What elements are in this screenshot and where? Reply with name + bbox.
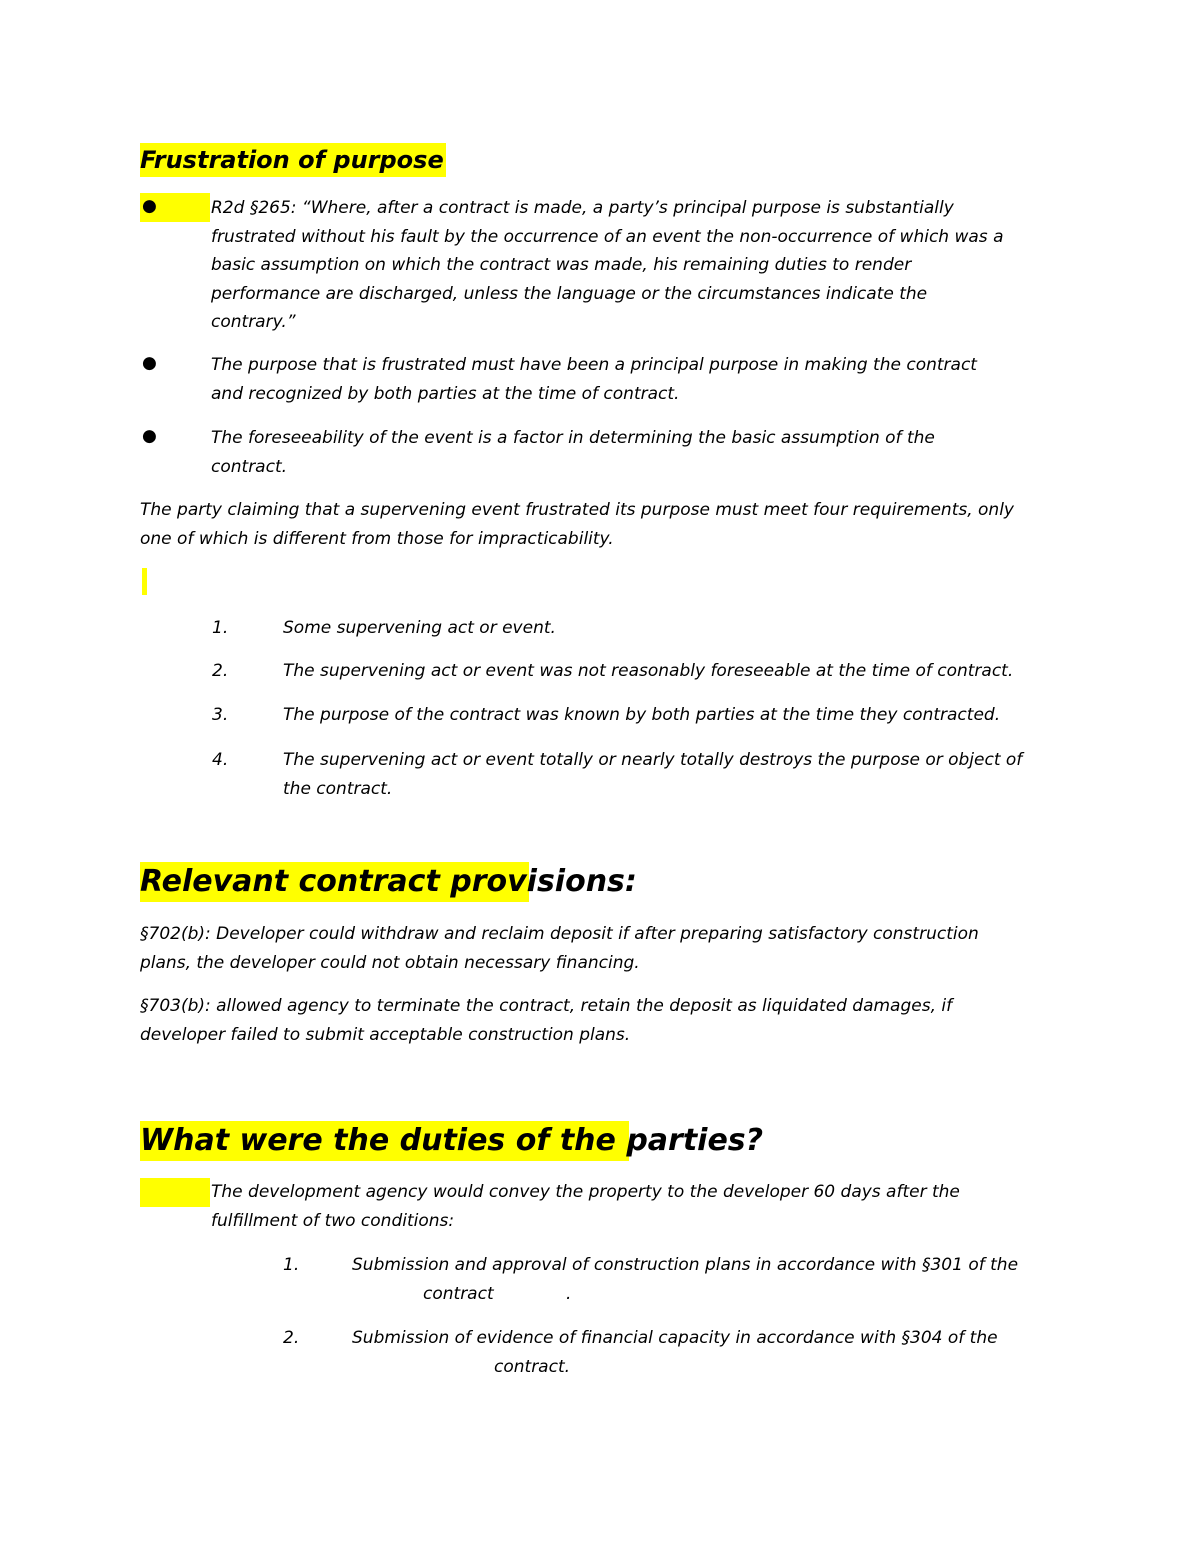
bullet-2-line-1: The purpose that is frustrated must have been a principal purpose in making the contract — [211, 355, 977, 375]
duties-intro-line-1: The development agency would convey the property to the developer 60 days after the — [211, 1182, 960, 1202]
condition-number: 2. — [283, 1328, 300, 1348]
bullet-icon: ● — [142, 353, 157, 373]
requirement-number: 3. — [212, 705, 229, 725]
bullet-3-line-1: The foreseeability of the event is a factor in determining the basic assumption of the — [211, 428, 935, 448]
requirements-intro-line-2: one of which is different from those for impracticability. — [140, 528, 614, 549]
heading-duties-of-parties: What were the duties of the parties? — [140, 1121, 629, 1161]
bullet-1-line-3: basic assumption on which the contract was made, his remaining duties to render — [211, 255, 912, 276]
bullet-icon: ● — [142, 196, 157, 216]
provision-702b-line-1: §702(b): Developer could withdraw and reclaim deposit if after preparing satisfactory construction — [140, 924, 979, 944]
highlight-mark — [142, 568, 147, 595]
provision-703b-line-2: developer failed to submit acceptable construction plans. — [140, 1024, 631, 1045]
bullet-icon: ● — [142, 426, 157, 446]
bullet-1-line-1: R2d §265: “Where, after a contract is made, a party’s principal purpose is substantially — [211, 198, 954, 218]
requirement-4-line-1: The supervening act or event totally or nearly totally destroys the purpose or object of — [283, 750, 1023, 770]
bullet-2-line-2: and recognized by both parties at the time of contract. — [211, 383, 680, 404]
bullet-1-line-5: contrary.” — [211, 312, 296, 333]
heading-relevant-contract-provisions: Relevant contract provisions: — [140, 862, 529, 902]
provision-702b-line-2: plans, the developer could not obtain necessary financing. — [140, 952, 640, 973]
condition-1-period: . — [566, 1284, 572, 1304]
provision-703b-line-1: §703(b): allowed agency to terminate the contract, retain the deposit as liquidated damages, if — [140, 996, 953, 1016]
requirements-intro-line-1: The party claiming that a supervening event frustrated its purpose must meet four requirements, only — [140, 500, 1014, 520]
bullet-1-line-2: frustrated without his fault by the occurrence of an event the non-occurrence of which was a — [211, 226, 1004, 247]
requirement-3: The purpose of the contract was known by both parties at the time they contracted. — [283, 705, 1001, 725]
heading-frustration-of-purpose: Frustration of purpose — [140, 143, 446, 177]
requirement-number: 2. — [212, 661, 229, 681]
condition-1-line-2: contract — [423, 1284, 494, 1304]
bullet-1-line-4: performance are discharged, unless the language or the circumstances indicate the — [211, 283, 928, 304]
requirement-2: The supervening act or event was not reasonably foreseeable at the time of contract. — [283, 661, 1014, 681]
requirement-number: 4. — [212, 750, 229, 770]
requirement-1: Some supervening act or event. — [283, 618, 556, 638]
condition-2-line-1: Submission of evidence of financial capacity in accordance with §304 of the — [352, 1328, 998, 1348]
duties-intro-line-2: fulfillment of two conditions: — [211, 1210, 455, 1231]
condition-1-line-1: Submission and approval of construction plans in accordance with §301 of the — [352, 1255, 1019, 1275]
condition-2-line-2: contract. — [494, 1357, 571, 1377]
bullet-3-line-2: contract. — [211, 456, 288, 477]
condition-number: 1. — [283, 1255, 300, 1275]
requirement-4-line-2: the contract. — [283, 778, 393, 799]
indent-highlight — [140, 1178, 210, 1207]
requirement-number: 1. — [212, 618, 229, 638]
